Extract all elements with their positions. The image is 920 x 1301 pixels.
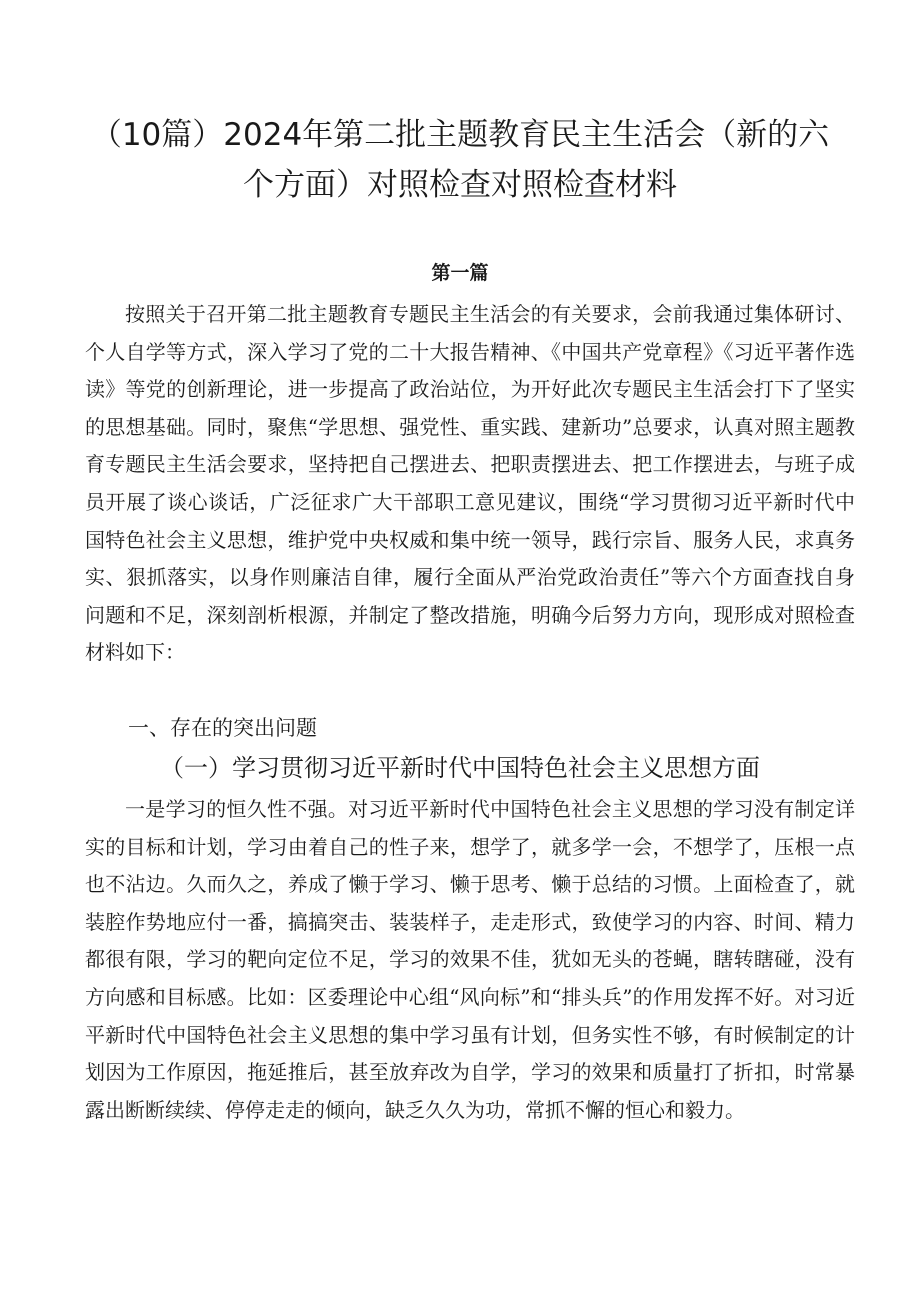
document-title-line-2: 个方面）对照检查对照检查材料 [243, 167, 677, 203]
heading-level-2: （一）学习贯彻习近平新时代中国特色社会主义思想方面 [160, 754, 760, 782]
section-title: 第一篇 [431, 262, 489, 284]
document-title [60, 110, 860, 210]
body-paragraph: 一是学习的恒久性不强。对习近平新时代中国特色社会主义思想的学习没有制定详实的目标和计划，学习由着自己的性子来，想学了，就多学一会，不想学了，压根一点也不沾边。久而久之，养成了懒于学习、懒于思考、懒于总结的习惯。上面检查了，就装腔作势地应付一番，搞搞突击、装装样子，走走形式，致使学习的内容、时间、精力都很有限，学习的靶向定位不足，学习的效果不佳，犹如无头的苍蝇，瞎转瞎碰，没有方向感和目标感。比如：区委理论中心组“风向标”和“排头兵”的作用发挥不好。对习近平新时代中国特色社会主义思想的集中学习虽有计划，但务实性不够，有时候制定的计划因为工作原因，拖延推后，甚至放弃改为自学，学习的效果和质量打了折扣，时常暴露出断断续续、停停走走的倾向，缺乏久久为功，常抓不懈的恒心和毅力。 [85, 797, 855, 1122]
intro-paragraph: 按照关于召开第二批主题教育专题民主生活会的有关要求，会前我通过集体研讨、个人自学等方式，深入学习了党的二十大报告精神、《中国共产党章程》《习近平著作选读》等党的创新理论，进一步提高了政治站位，为开好此次专题民主生活会打下了坚实的思想基础。同时，聚焦“学思想、强党性、重实践、建新功”总要求，认真对照主题教育专题民主生活会要求，坚持把自己摆进去、把职责摆进去、把工作摆进去，与班子成员开展了谈心谈话，广泛征求广大干部职工意见建议，围绕“学习贯彻习近平新时代中国特色社会主义思想，维护党中央权威和集中统一领导，践行宗旨、服务人民，求真务实、狠抓落实，以身作则廉洁自律，履行全面从严治党政治责任”等六个方面查找自身问题和不足，深刻剖析根源，并制定了整改措施，明确今后努力方向，现形成对照检查材料如下： [85, 302, 855, 665]
document-title-line-1: （10篇）2024年第二批主题教育民主生活会（新的六 [90, 117, 830, 153]
heading-level-1: 一、存在的突出问题 [128, 716, 317, 740]
